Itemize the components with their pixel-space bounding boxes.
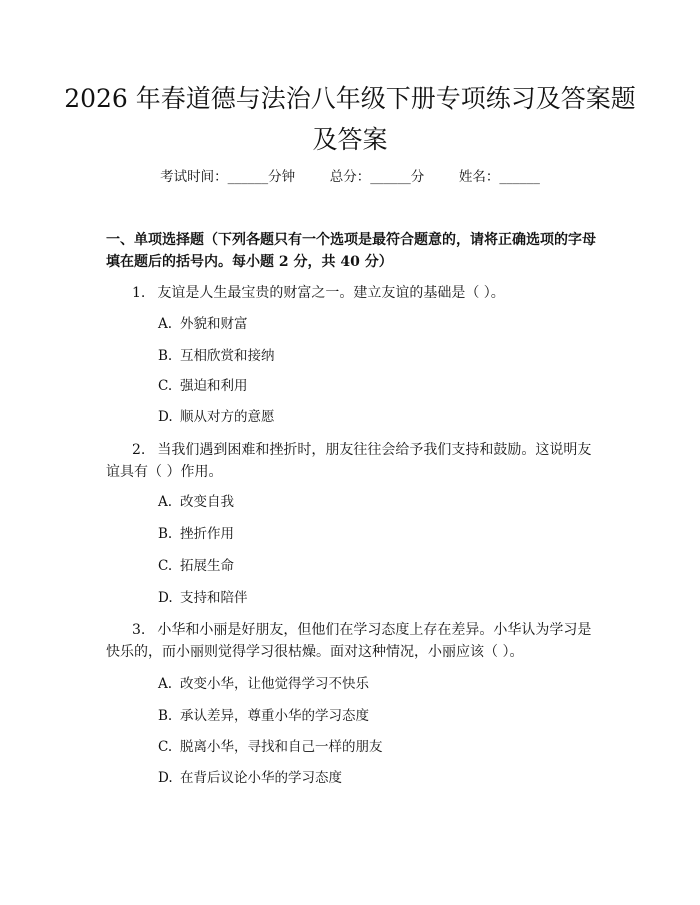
- option-3b: [158, 706, 369, 726]
- option-1b: [158, 346, 275, 366]
- question-3: [106, 619, 602, 663]
- option-text: 外貌和财富: [180, 316, 248, 332]
- exam-info-line: [0, 167, 700, 187]
- name-blank: ______: [499, 169, 540, 185]
- section-heading: 一、单项选择题（下列各题只有一个选项是最符合题意的，请将正确选项的字母填在题后的括号内。每小题 2 分，共 40 分）: [106, 232, 596, 270]
- option-3a: [158, 674, 369, 694]
- option-2c: [158, 556, 234, 576]
- score-blank: ______分: [370, 169, 425, 185]
- option-letter: D.: [158, 770, 173, 786]
- option-letter: B.: [158, 708, 173, 724]
- time-label: 考试时间：: [160, 169, 228, 185]
- option-3d: [158, 768, 342, 788]
- option-text: 脱离小华，寻找和自己一样的朋友: [180, 739, 383, 755]
- option-text: 拓展生命: [180, 558, 234, 574]
- option-text: 挫折作用: [180, 526, 234, 542]
- option-text: 顺从对方的意愿: [180, 409, 275, 425]
- option-text: 在背后议论小华的学习态度: [180, 770, 342, 786]
- option-letter: B.: [158, 348, 173, 364]
- option-letter: B.: [158, 526, 173, 542]
- question-number: 3.: [132, 622, 146, 638]
- question-1: [106, 282, 602, 304]
- page-title: 2026 年春道德与法治八年级下册专项练习及答案题及答案: [64, 84, 636, 154]
- option-text: 强迫和利用: [180, 378, 248, 394]
- option-text: 承认差异，尊重小华的学习态度: [180, 708, 369, 724]
- option-text: 改变小华，让他觉得学习不快乐: [180, 676, 369, 692]
- option-1c: [158, 376, 248, 396]
- option-1a: [158, 314, 248, 334]
- option-2d: [158, 588, 248, 608]
- question-number: 2.: [132, 442, 146, 458]
- option-3c: [158, 737, 383, 757]
- name-label: 姓名：: [458, 169, 500, 185]
- option-1d: [158, 407, 275, 427]
- option-2a: [158, 492, 234, 512]
- question-text: 小华和小丽是好朋友，但他们在学习态度上存在差异。小华认为学习是快乐的，而小丽则觉得学习很枯燥。面对这种情况，小丽应该（ ）。: [106, 622, 592, 660]
- score-label: 总分：: [329, 169, 371, 185]
- option-letter: A.: [158, 316, 173, 332]
- option-2b: [158, 524, 234, 544]
- option-text: 改变自我: [180, 494, 234, 510]
- option-letter: A.: [158, 494, 173, 510]
- option-letter: A.: [158, 676, 173, 692]
- option-letter: C.: [158, 378, 173, 394]
- option-letter: C.: [158, 739, 173, 755]
- option-text: 互相欣赏和接纳: [180, 348, 275, 364]
- time-blank: ______分钟: [227, 169, 296, 185]
- option-letter: C.: [158, 558, 173, 574]
- option-letter: D.: [158, 590, 173, 606]
- option-text: 支持和陪伴: [180, 590, 248, 606]
- question-number: 1.: [132, 285, 146, 301]
- question-text: 友谊是人生最宝贵的财富之一。建立友谊的基础是（ ）。: [157, 285, 505, 301]
- option-letter: D.: [158, 409, 173, 425]
- question-2: [106, 439, 602, 483]
- question-text: 当我们遇到困难和挫折时，朋友往往会给予我们支持和鼓励。这说明友谊具有（ ）作用。: [106, 442, 592, 480]
